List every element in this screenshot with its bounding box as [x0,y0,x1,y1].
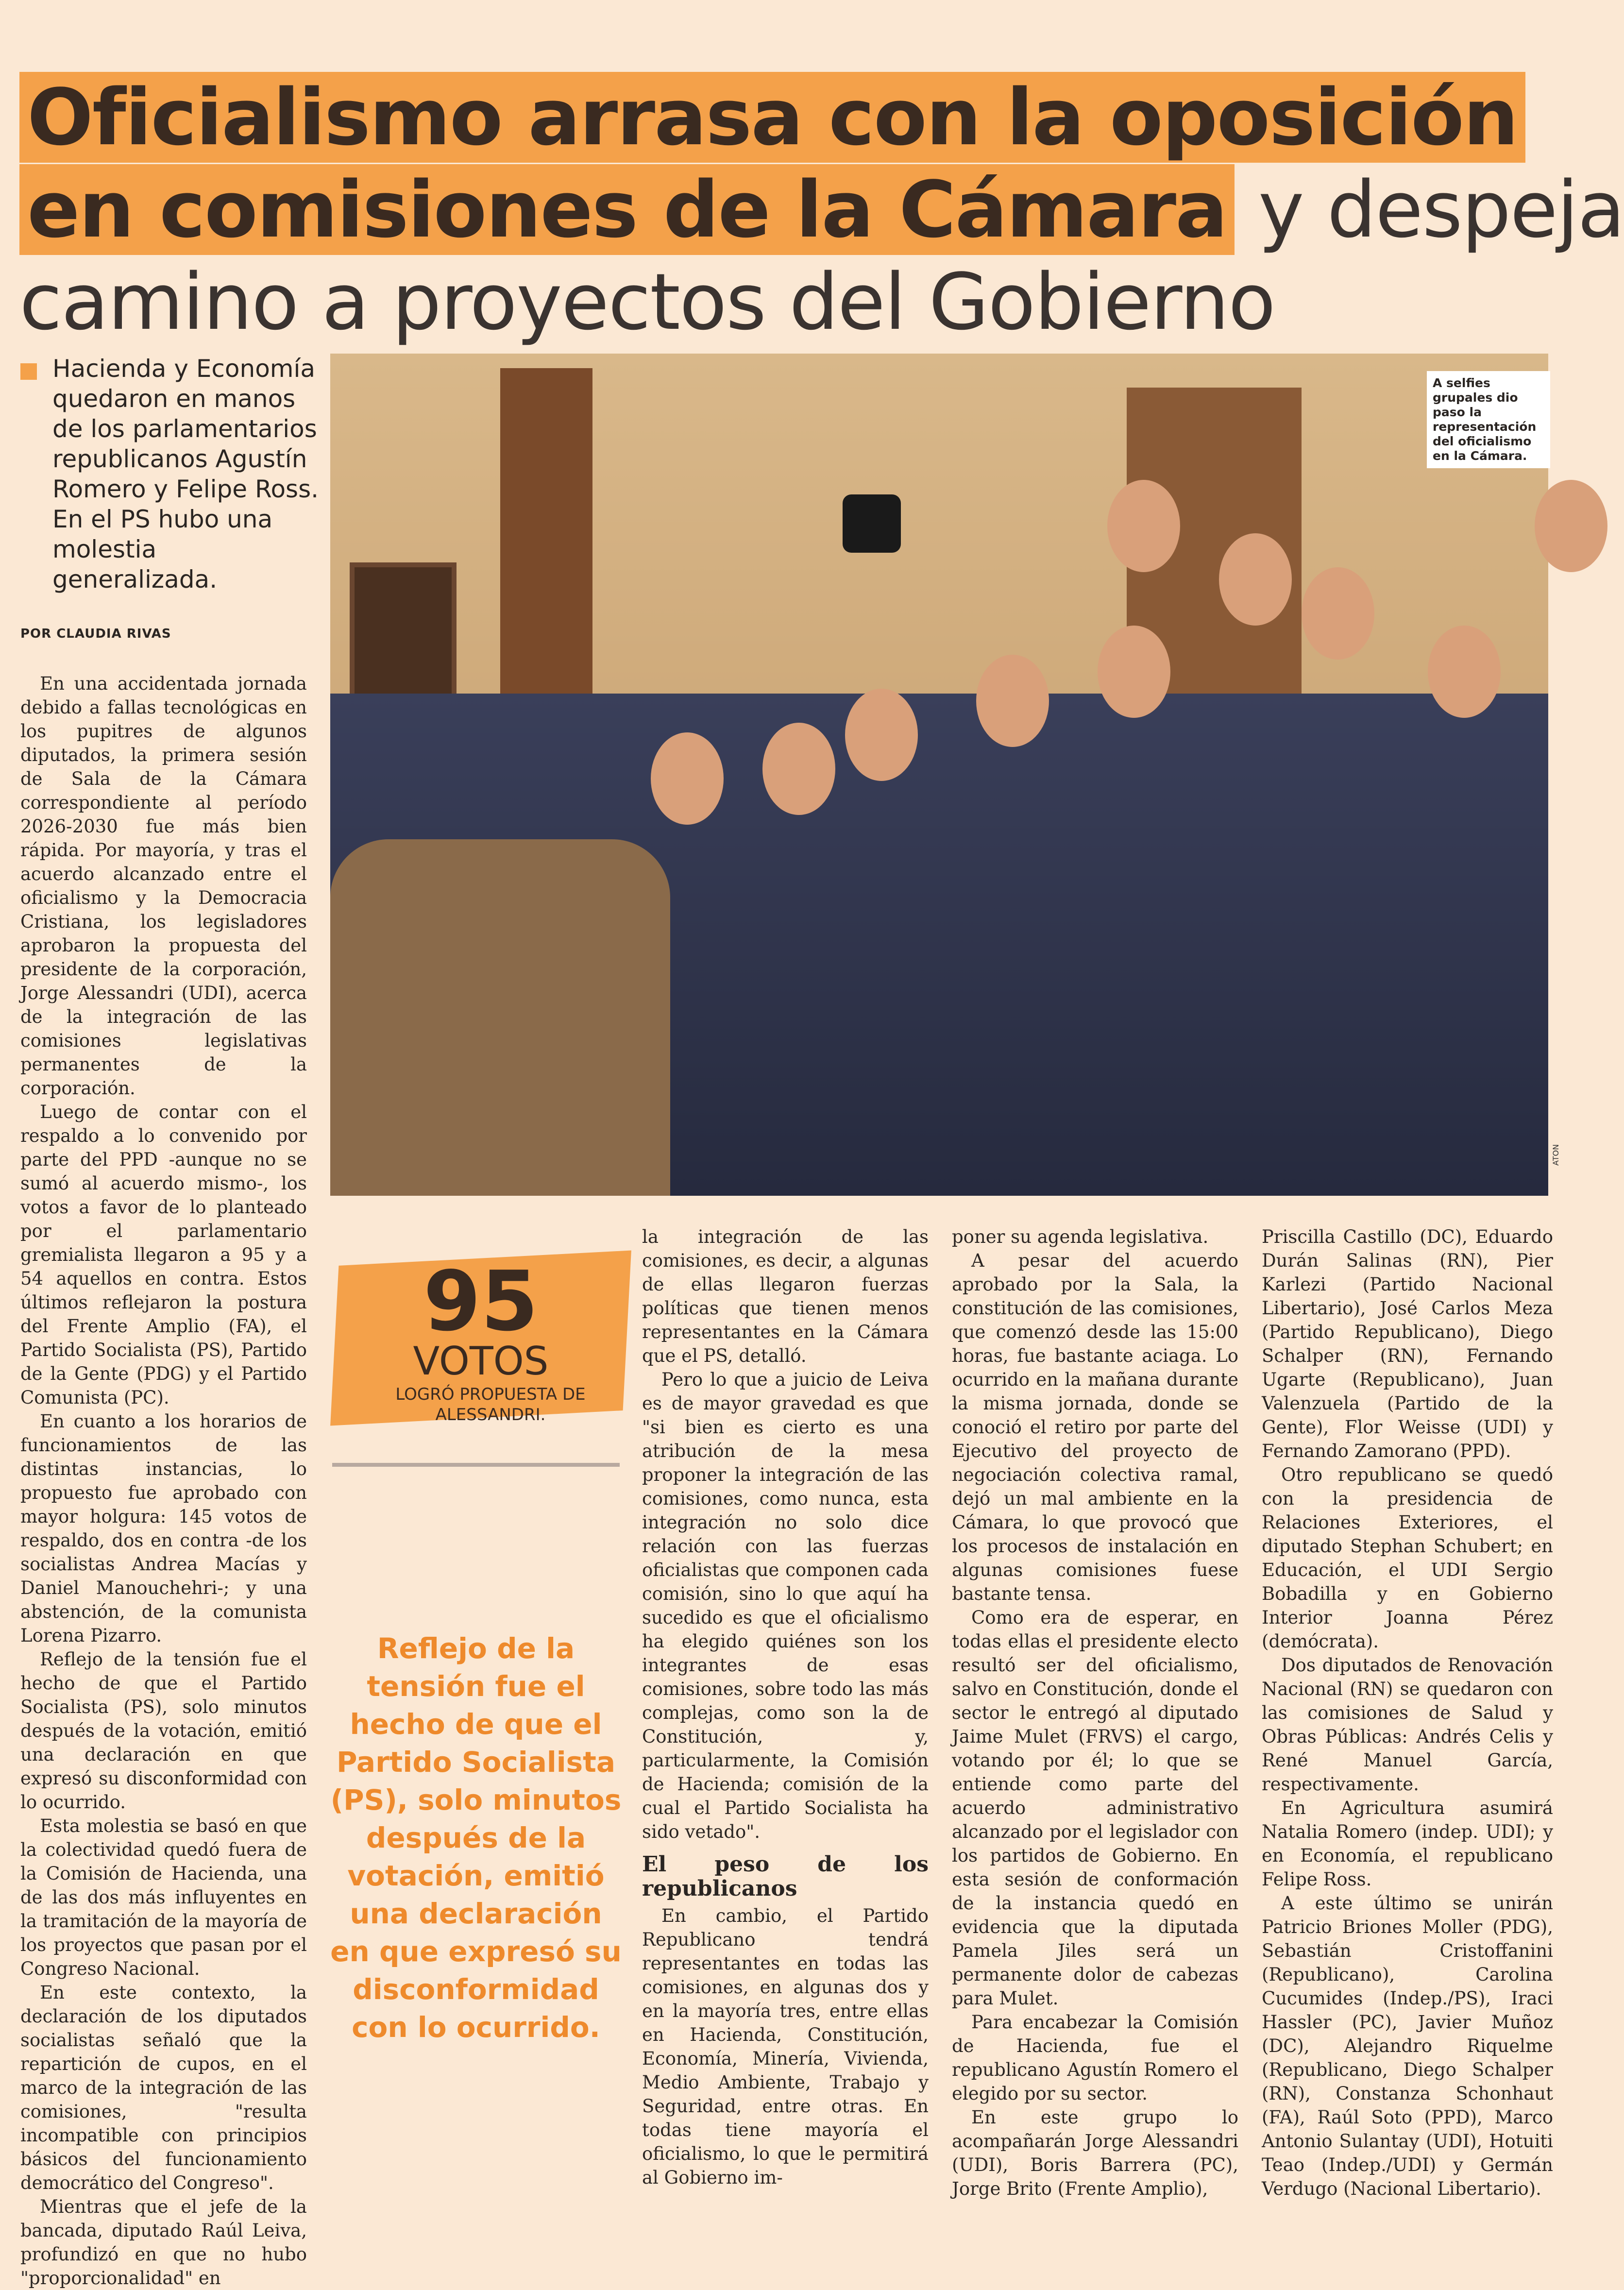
stat-divider [332,1463,620,1467]
headline-line1: Oficialismo arrasa con la oposición [19,72,1525,163]
headline-line2-rest: y despeja [1235,164,1624,255]
article-paragraph: Reflejo de la tensión fue el hecho de que el Partido Socialista (PS), solo minutos después de la votación, emitió una declaración en que expresó su disconformidad con lo ocurrido. [20,1649,307,1813]
article-paragraph: En este contexto, la declaración de los diputados socialistas señaló que la repartición de cupos, en el marco de la integración de las comisiones, "resulta incompatible con principios básicos del funcionamiento democrático del Congreso". [20,1982,307,2193]
photo-smartphone [843,494,901,553]
pull-quote: Reflejo de la tensión fue el hecho de que el Partido Socialista (PS), solo minutos después de la votación, emitió una declaración en que expresó su disconformidad con lo ocurrido. [330,1632,622,2044]
stat-unit: VOTOS [413,1339,549,1384]
article-column-3 [952,1225,1238,2201]
article-paragraph: Dos diputados de Renovación Nacional (RN) se quedaron con las comisiones de Salud y Obras Públicas: Andrés Celis y René Manuel García, respectivamente. [1262,1655,1553,1795]
byline: POR CLAUDIA RIVAS [20,627,171,641]
article-paragraph: En una accidentada jornada debido a fallas tecnológicas en los pupitres de algunos diputados, la primera sesión de Sala de la Cámara correspondiente al período 2026-2030 fue más bien rápida. Por mayoría, y tras el acuerdo alcanzado entre el oficialismo y la Democracia Cristiana, los legisladores aprobaron la propuesta del presidente de la corporación, Jorge Alessandri (UDI), acerca de la integración de las comisiones legislativas permanentes de la corporación. [20,673,307,1099]
headline-line2-highlight: en comisiones de la Cámara [19,164,1235,255]
article-paragraph: A este último se unirán Patricio Briones Moller (PDG), Sebastián Cristoffanini (Republicano), Carolina Cucumides (Indep./PS), Iraci Hassler (PC), Javier Muñoz (DC), Alejandro Riquelme (Republicano, Diego Schalper (RN), Constanza Schonhaut (FA), Raúl Soto (PPD), Marco Antonio Sulantay (UDI), Hotuiti Teao (Indep./UDI) y Germán Verdugo (Nacional Libertario). [1262,1893,1553,2199]
photo-caption: A selfies grupales dio paso la representación del oficialismo en la Cámara. [1427,371,1550,468]
article-paragraph: En este grupo lo acompañarán Jorge Alessandri (UDI), Boris Barrera (PC), Jorge Brito (Frente Amplio), [952,2107,1238,2199]
photo-face [976,655,1049,747]
article-paragraph: Mientras que el jefe de la bancada, diputado Raúl Leiva, profundizó en que no hubo "proporcionalidad" en [20,2196,307,2289]
article-column-1 [20,672,307,2290]
article-paragraph: la integración de las comisiones, es decir, a algunas de ellas llegaron fuerzas políticas que tienen menos representantes en la Cámara que el PS, detalló. [642,1226,929,1366]
photo-person-brown-jacket [330,839,670,1196]
article-paragraph: Como era de esperar, en todas ellas el presidente electo resultó ser del oficialismo, salvo en Constitución, donde el sector le entregó al diputado Jaime Mulet (FRVS) el cargo, votando por él; lo que se entiende como parte del acuerdo administrativo alcanzado por el legislador con los partidos de Gobierno. En esta sesión de conformación de la instancia quedó en evidencia que la diputada Pamela Jiles será un permanente dolor de cabezas para Mulet. [952,1607,1238,2009]
stat-number: 95 [423,1254,539,1350]
article-paragraph: En cambio, el Partido Republicano tendrá representantes en todas las comisiones, en algunas dos y en la mayoría tres, entre ellas en Hacienda, Constitución, Economía, Minería, Vivienda, Medio Ambiente, Trabajo y Seguridad, entre otras. En todas tiene mayoría el oficialismo, lo que le permitirá al Gobierno im- [642,1905,929,2188]
photo-face [845,689,918,781]
headline-line3: camino a proyectos del Gobierno [19,256,1275,348]
article-paragraph: A pesar del acuerdo aprobado por la Sala, la constitución de las comisiones, que comenzó desde las 15:00 horas, fue bastante aciaga. Lo ocurrido en la mañana durante la misma jornada, donde se conoció el retiro por parte del Ejecutivo del proyecto de negociación colectiva ramal, dejó un mal ambiente en la Cámara, lo que provocó que los procesos de instalación en algunas comisiones fuese bastante tensa. [952,1250,1238,1604]
headline [19,71,1624,348]
photo-credit: ATON [1551,1144,1560,1166]
subheading: El peso de los republicanos [642,1852,929,1901]
article-paragraph: Para encabezar la Comisión de Hacienda, fue el republicano Agustín Romero el elegido por su sector. [952,2012,1238,2104]
article-paragraph: En Agricultura asumirá Natalia Romero (indep. UDI); y en Economía, el republicano Felipe Ross. [1262,1798,1553,1890]
article-paragraph: Luego de contar con el respaldo a lo convenido por parte del PPD -aunque no se sumó al acuerdo mismo-, los votos a favor de lo planteado por el parlamentario gremialista llegaron a 95 y a 54 aquellos en contra. Estos últimos reflejaron la postura del Frente Amplio (FA), el Partido Socialista (PS), Partido de la Gente (PDG) y el Partido Comunista (PC). [20,1102,307,1408]
article-column-2 [642,1225,929,2189]
article-paragraph: En cuanto a los horarios de funcionamientos de las distintas instancias, lo propuesto fue aprobado con mayor holgura: 145 votos de respaldo, dos en contra -de los socialistas Andrea Macías y Daniel Manouchehri-; y una abstención, de la comunista Lorena Pizarro. [20,1411,307,1646]
article-paragraph: Otro republicano se quedó con la presidencia de Relaciones Exteriores, el diputado Stephan Schubert; en Educación, el UDI Sergio Bobadilla y en Gobierno Interior Joanna Pérez (demócrata). [1262,1464,1553,1652]
article-paragraph: Pero lo que a juicio de Leiva es de mayor gravedad es que "si bien es cierto es una atribución de la mesa proponer la integración de las comisiones, como nunca, esta integración no solo dice relación con las fuerzas oficialistas que componen cada comisión, sino lo que aquí ha sucedido es que el oficialismo ha elegido quiénes son los integrantes de esas comisiones, sobre todo las más complejas, como son la de Constitución, y, particularmente, la Comisión de Hacienda; comisión de la cual el Partido Socialista ha sido vetado". [642,1369,929,1842]
stat-description: LOGRÓ PROPUESTA DE ALESSANDRI. [395,1385,586,1425]
photo-face [1535,480,1607,572]
photo-face [651,732,724,825]
lead-bullet-icon [20,363,37,380]
article-column-4 [1262,1225,1553,2201]
stat-callout [335,1254,622,1425]
photo-face [1098,626,1170,718]
photo-face [1302,567,1374,660]
article-paragraph: Esta molestia se basó en que la colectividad quedó fuera de la Comisión de Hacienda, una de las dos más influyentes en la tramitación de la mayoría de los proyectos que pasan por el Congreso Nacional. [20,1815,307,1979]
photo-face [762,723,835,815]
lead-summary: Hacienda y Economía quedaron en manos de los parlamentarios republicanos Agustín Romero y Felipe Ross. En el PS hubo una molestia generalizada. [52,355,319,594]
photo-face [1107,480,1180,572]
group-selfie-photo [330,354,1548,1196]
photo-face [1219,533,1292,626]
article-paragraph: poner su agenda legislativa. [952,1226,1209,1247]
article-paragraph: Priscilla Castillo (DC), Eduardo Durán Salinas (RN), Pier Karlezi (Partido Nacional Libertario), José Carlos Meza (Partido Republicano), Diego Schalper (RN), Fernando Ugarte (Republicano), Juan Valenzuela (Partido de la Gente), Flor Weisse (UDI) y Fernando Zamorano (PPD). [1262,1226,1553,1461]
photo-face [1428,626,1501,718]
